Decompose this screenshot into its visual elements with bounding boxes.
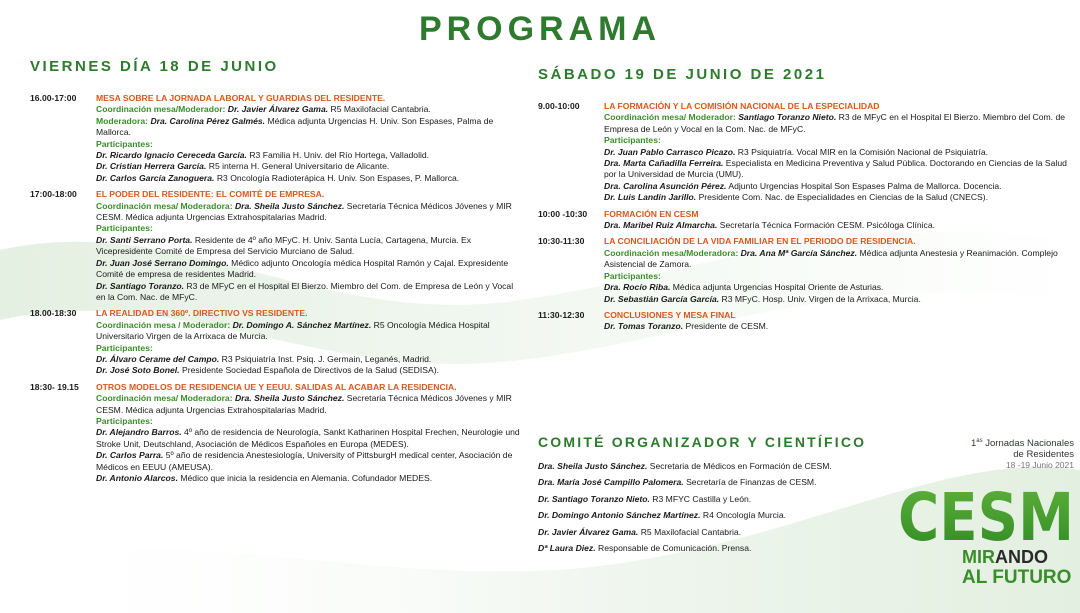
speaker-role: Coordinación mesa/Moderadora:	[604, 247, 739, 258]
friday-program	[30, 93, 520, 489]
member-role: Secretaria de Médicos en Formación de CESM.	[649, 461, 832, 471]
speaker-name: Dr. Ricardo Ignacio Cereceda García.	[96, 150, 247, 161]
speaker-line	[96, 473, 520, 484]
speaker-description: Secretaría Técnica Formación CESM. Psicóloga Clínica.	[719, 220, 935, 231]
session-title: EL PODER DEL RESIDENTE: EL COMITÉ DE EMPRESA.	[96, 189, 325, 200]
session-body	[604, 310, 1068, 333]
participants-label: Participantes:	[604, 270, 661, 281]
session-block	[538, 209, 1068, 232]
logo-text: CESM	[898, 482, 1074, 546]
speaker-description: Residente de 4º año MFyC. H. Univ. Santa Lucía, Cartagena, Murcia. Ex Vicepresidente Comité de Empresa del Servicio Murciano de Salud.	[96, 234, 472, 257]
speaker-description: R3 MFyC. Hosp. Univ. Virgen de la Arrixaca, Murcia.	[721, 293, 921, 304]
session-title: MESA SOBRE LA JORNADA LABORAL Y GUARDIAS DEL RESIDENTE.	[96, 93, 386, 103]
speaker-name: Dra. Sheila Justo Sánchez.	[234, 393, 345, 404]
member-name: Dª Laura Diez.	[538, 543, 596, 554]
speaker-description: 4º año de residencia de Neurología, Sankt Katharinen Hospital Frechen, Neurologie und Stroke Unit, Deutschland, Asociación de Médicos Españoles en Europa (MEDES).	[96, 427, 520, 449]
session-time: 10:00 -10:30	[538, 208, 588, 219]
session-block	[538, 236, 1068, 304]
speaker-line	[96, 173, 520, 184]
session-body	[604, 236, 1068, 304]
speaker-description: R3 Familia H. Univ. del Río Hortega, Valladolid.	[249, 150, 430, 161]
committee-member	[538, 540, 938, 556]
speaker-role: Moderadora:	[96, 115, 149, 126]
event-branding	[894, 436, 1074, 606]
speaker-name: Dr. Juan José Serrano Domingo.	[96, 257, 229, 268]
event-dates: 18 -19 Junio 2021	[1005, 460, 1074, 471]
friday-heading: VIERNES DÍA 18 DE JUNIO	[30, 58, 279, 75]
member-role: Responsable de Comunicación. Prensa.	[598, 543, 752, 554]
session-time: 10:30-11:30	[538, 236, 585, 247]
speaker-role: Coordinación mesa/ Moderadora:	[96, 393, 233, 404]
speaker-name: Dr. Alejandro Barros.	[96, 427, 182, 438]
speaker-line	[96, 450, 520, 473]
committee-list	[538, 458, 938, 556]
committee-member	[538, 491, 938, 507]
speaker-line	[604, 112, 1068, 135]
speaker-name: Dr. Antonio Alarcos.	[96, 473, 178, 483]
session-block	[30, 308, 520, 376]
session-block	[538, 101, 1068, 204]
committee-heading: COMITÉ ORGANIZADOR Y CIENTÍFICO	[538, 434, 867, 450]
speaker-name: Dra. Sheila Justo Sánchez.	[234, 200, 345, 211]
committee-member	[538, 474, 938, 490]
participants-label: Participantes:	[604, 135, 661, 146]
participants-label: Participantes:	[96, 223, 153, 234]
speaker-description: R5 interna H. General Universitario de Alicante.	[208, 161, 390, 172]
speaker-line	[604, 248, 1068, 271]
participants-label: Participantes:	[96, 415, 153, 426]
session-title: LA FORMACIÓN Y LA COMISIÓN NACIONAL DE LA ESPECIALIDAD	[604, 101, 880, 111]
speaker-description: R3 Oncología Radioterápica H. Univ. Son Espases, P. Mallorca.	[216, 172, 460, 183]
session-title: CONCLUSIONES Y MESA FINAL	[604, 309, 736, 320]
speaker-line	[96, 258, 520, 281]
session-time: 16.00-17:00	[30, 93, 77, 103]
speaker-description: R5 Maxilofacial Cantabria.	[330, 104, 431, 115]
speaker-line	[604, 282, 1068, 293]
speaker-description: Especialista en Medicina Preventiva y Salud Pública. Doctorando en Ciencias de la Salud por la Universidad de Murcia (UMU).	[604, 158, 1067, 180]
session-block	[30, 382, 520, 485]
speaker-description: Secretaria Técnica Médicos Jóvenes y MIR CESM. Médica adjunta Urgencias Extrahospitalarias Madrid.	[96, 200, 512, 223]
session-body	[96, 308, 520, 376]
member-name: Dr. Javier Álvarez Gama.	[538, 526, 639, 537]
speaker-name: Dr. Sebastián García García.	[604, 293, 720, 304]
cesm-logo	[898, 482, 1074, 546]
slogan: MIRANDO AL FUTURO	[962, 547, 1072, 588]
session-time: 18.00-18:30	[30, 308, 77, 319]
speaker-name: Dr. Santi Serrano Porta.	[96, 234, 193, 245]
member-name: Dra. María José Campillo Palomera.	[538, 477, 684, 488]
speaker-description: Presidente de CESM.	[685, 321, 769, 332]
speaker-line	[96, 235, 520, 258]
session-title: OTROS MODELOS DE RESIDENCIA UE Y EEUU. SALIDAS AL ACABAR LA RESIDENCIA.	[96, 381, 457, 392]
session-title: LA CONCILIACIÓN DE LA VIDA FAMILIAR EN EL PERIODO DE RESIDENCIA.	[604, 236, 916, 247]
speaker-role: Coordinación mesa/Moderador:	[96, 104, 226, 115]
committee-member	[538, 524, 938, 540]
session-time: 17:00-18:00	[30, 189, 77, 200]
session-body	[96, 93, 520, 184]
committee-member	[538, 507, 938, 523]
speaker-line	[96, 150, 520, 161]
speaker-name: Dr. Álvaro Cerame del Campo.	[96, 353, 220, 364]
speaker-name: Dr. José Soto Bonel.	[96, 365, 180, 376]
speaker-name: Santiago Toranzo Nieto.	[738, 112, 837, 123]
speaker-description: Presidente Com. Nac. de Especialidades en Ciencias de la Salud (CNECS).	[698, 192, 989, 203]
member-role: R3 MFYC Castilla y León.	[652, 493, 752, 504]
event-name-line2: de Residentes	[1013, 449, 1074, 461]
speaker-role: Coordinación mesa/ Moderador:	[604, 112, 736, 123]
speaker-line	[96, 427, 520, 450]
speaker-line	[96, 116, 520, 139]
speaker-description: R3 Psiquiatría. Vocal MIR en la Comisión Nacional de Psiquiatría.	[737, 146, 989, 157]
page-title: PROGRAMA	[418, 10, 662, 48]
speaker-name: Dr. Carlos Parra.	[96, 450, 164, 461]
session-body	[604, 101, 1068, 204]
speaker-line	[96, 393, 520, 416]
speaker-name: Dra. Carolina Asunción Pérez.	[604, 180, 727, 191]
speaker-line	[96, 354, 520, 365]
speaker-line	[96, 281, 520, 304]
speaker-description: R3 de MFyC en el Hospital El Bierzo. Miembro del Com. de Empresa de León y Vocal en la Com. Nac. de MFyC.	[96, 280, 514, 302]
member-name: Dr. Domingo Antonio Sánchez Martínez.	[538, 510, 701, 521]
speaker-line	[604, 147, 1068, 158]
speaker-name: Dra. Maribel Ruiz Almarcha.	[604, 220, 718, 231]
speaker-name: Dra. Carolina Pérez Galmés.	[150, 115, 266, 126]
member-name: Dra. Sheila Justo Sánchez.	[538, 461, 648, 471]
speaker-description: Médica adjunta Anestesia y Reanimación. Complejo Asistencial de Zamora.	[604, 247, 1058, 270]
speaker-name: Dra. Ana Mª García Sánchez.	[740, 247, 858, 258]
speaker-role: Coordinación mesa/ Moderadora:	[96, 200, 233, 211]
speaker-line	[604, 181, 1068, 192]
speaker-line	[96, 201, 520, 224]
speaker-line	[96, 161, 520, 172]
speaker-description: Médico que inicia la residencia en Alemania. Cofundador MEDES.	[180, 473, 433, 483]
speaker-line	[604, 294, 1068, 305]
speaker-name: Dr. Santiago Toranzo.	[96, 280, 185, 291]
session-block	[30, 93, 520, 184]
participants-label: Participantes:	[96, 138, 153, 149]
event-name: $1^{as}$ Jornadas Nacionales	[970, 438, 1074, 450]
speaker-line	[604, 321, 1068, 332]
member-role: R5 Maxilofacial Cantabria.	[640, 526, 742, 537]
speaker-description: Médica adjunta Urgencias H. Univ. Son Espases, Palma de Mallorca.	[96, 115, 494, 138]
speaker-line	[604, 158, 1068, 181]
speaker-line	[96, 104, 520, 115]
speaker-name: Dr. Juan Pablo Carrasco Picazo.	[604, 146, 736, 157]
saturday-program	[538, 101, 1068, 338]
speaker-name: Dr. Javier Álvarez Gama.	[227, 104, 329, 115]
speaker-name: Dra. Marta Cañadilla Ferreira.	[604, 158, 724, 169]
speaker-description: 5º año de residencia Anestesiología, University of PittsburgH medical center, Asociación de Médicos en EEUU (AMEUSA).	[96, 450, 513, 472]
session-body	[96, 189, 520, 303]
speaker-description: Médica adjunta Urgencias Hospital Oriente de Asturias.	[672, 282, 884, 293]
speaker-line	[96, 365, 520, 376]
session-block	[538, 310, 1068, 333]
session-title: FORMACIÓN EN CESM	[604, 208, 699, 219]
session-time: 11:30-12:30	[538, 309, 585, 320]
speaker-name: Dra. Rocío Riba.	[604, 282, 671, 293]
committee-member	[538, 458, 938, 474]
speaker-role: Coordinación mesa / Moderador:	[96, 319, 231, 330]
speaker-description: R3 Psiquiatría Inst. Psiq. J. Germain, Leganés, Madrid.	[221, 353, 432, 364]
speaker-line	[96, 320, 520, 343]
speaker-line	[604, 220, 1068, 231]
speaker-description: R3 de MFyC en el Hospital El Bierzo. Miembro del Com. de Empresa de León y Vocal en la Com. Nac. de MFyC.	[604, 112, 1066, 134]
member-role: R4 Oncología Murcia.	[702, 510, 786, 521]
session-title: LA REALIDAD EN 360º. DIRECTIVO VS RESIDENTE.	[96, 308, 308, 319]
participants-label: Participantes:	[96, 342, 153, 353]
speaker-name: Dr. Cristian Herrera García.	[96, 161, 207, 172]
speaker-description: Secretaria Técnica Médicos Jóvenes y MIR CESM. Médica adjunta Urgencias Extrahospitalarias Madrid.	[96, 393, 512, 415]
session-body	[96, 382, 520, 485]
speaker-name: Dr. Carlos García Zanoguera.	[96, 172, 215, 183]
session-time: 9.00-10:00	[538, 101, 580, 111]
speaker-description: Adjunto Urgencias Hospital Son Espases Palma de Mallorca. Docencia.	[728, 180, 1002, 191]
saturday-heading: SÁBADO 19 DE JUNIO DE 2021	[538, 66, 827, 83]
speaker-name: Dr. Tomas Toranzo.	[604, 321, 684, 332]
speaker-line	[604, 192, 1068, 203]
member-name: Dr. Santiago Toranzo Nieto.	[538, 493, 650, 504]
speaker-name: Dr. Luis Landín Jarillo.	[604, 192, 697, 203]
speaker-name: Dr. Domingo A. Sánchez Martínez.	[232, 319, 372, 330]
speaker-description: Presidente Sociedad Española de Directivos de la Salud (SEDISA).	[181, 365, 439, 376]
session-body	[604, 209, 1068, 232]
session-block	[30, 189, 520, 303]
speaker-description: R5 Oncología Médica Hospital Universitario Virgen de la Arrixaca de Murcia.	[96, 319, 490, 342]
speaker-description: Médico adjunto Oncología médica Hospital Ramón y Cajal. Expresidente Comité de empresa de residentes Madrid.	[96, 257, 509, 280]
member-role: Secretaría de Finanzas de CESM.	[686, 477, 817, 488]
session-time: 18:30- 19.15	[30, 381, 79, 392]
